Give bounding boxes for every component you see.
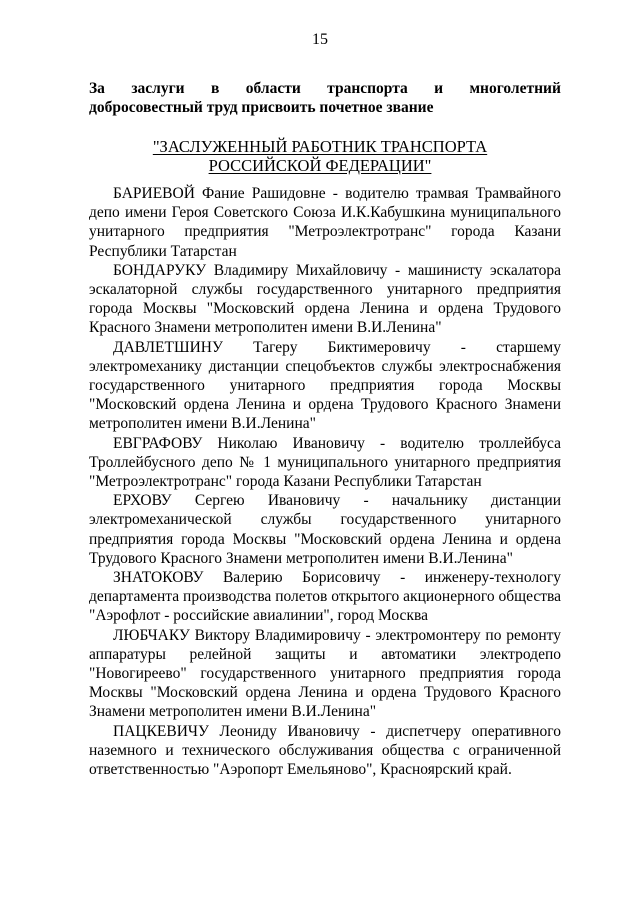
award-intro-line1 [89,79,561,98]
awardee-entry: ПАЦКЕВИЧУ Леониду Ивановичу - диспетчеру оперативного наземного и технического обслуживания общества с ограниченной ответственностью "Аэропорт Емельяново", Красноярский край. [89,722,561,779]
awardee-entry: ЕВГРАФОВУ Николаю Ивановичу - водителю троллейбуса Троллейбусного депо № 1 муниципального унитарного предприятия "Метроэлектротранс" города Казани Республики Татарстан [89,434,561,491]
award-intro [89,79,561,117]
award-title-line2: РОССИЙСКОЙ ФЕДЕРАЦИИ" [208,156,432,175]
intro-word: в [211,80,220,97]
intro-word: заслуги [131,80,185,97]
award-title [0,137,640,175]
intro-word: области [245,80,301,97]
awardee-entry: БОНДАРУКУ Владимиру Михайловичу - машинисту эскалатора эскалаторной службы государственного унитарного предприятия города Москвы "Московский ордена Ленина и ордена Трудового Красного Знамени метрополитен имени В.И.Ленина" [89,261,561,337]
awardee-entry: ЕРХОВУ Сергею Ивановичу - начальнику дистанции электромеханической службы государственного унитарного предприятия города Москвы "Московский ордена Ленина и ордена Трудового Красного Знамени метрополитен имени В.И.Ленина" [89,492,561,567]
awardee-entry: ЛЮБЧАКУ Виктору Владимировичу - электромонтеру по ремонту аппаратуры релейной защиты и автоматики электродепо "Новогиреево" государственного унитарного предприятия города Москвы "Московский ордена Ленина и ордена Трудового Красного Знамени метрополитен имени В.И.Ленина" [89,626,561,721]
intro-word: многолетний [469,80,561,97]
awardee-entry: ДАВЛЕТШИНУ Тагеру Биктимеровичу - старшему электромеханику дистанции спецобъектов службы электроснабжения государственного унитарного предприятия города Москвы "Московский ордена Ленина и ордена Трудового Красного Знамени метрополитен имени В.И.Ленина" [89,338,561,433]
intro-word: и [434,80,444,97]
awardee-entry: ЗНАТОКОВУ Валерию Борисовичу - инженеру-технологу департамента производства полетов открытого акционерного общества "Аэрофлот - российские авиалинии", город Москва [89,569,561,625]
page-number: 15 [312,31,328,48]
award-intro-line2: добросовестный труд присвоить почетное звание [89,99,434,116]
intro-word: транспорта [327,80,408,97]
award-title-line1: "ЗАСЛУЖЕННЫЙ РАБОТНИК ТРАНСПОРТА [152,137,488,156]
intro-word: За [89,80,105,97]
awardee-list [89,184,561,779]
awardee-entry: БАРИЕВОЙ Фание Рашидовне - водителю трамвая Трамвайного депо имени Героя Советского Союза И.К.Кабушкина муниципального унитарного предприятия "Метроэлектротранс" города Казани Республики Татарстан [89,185,561,260]
